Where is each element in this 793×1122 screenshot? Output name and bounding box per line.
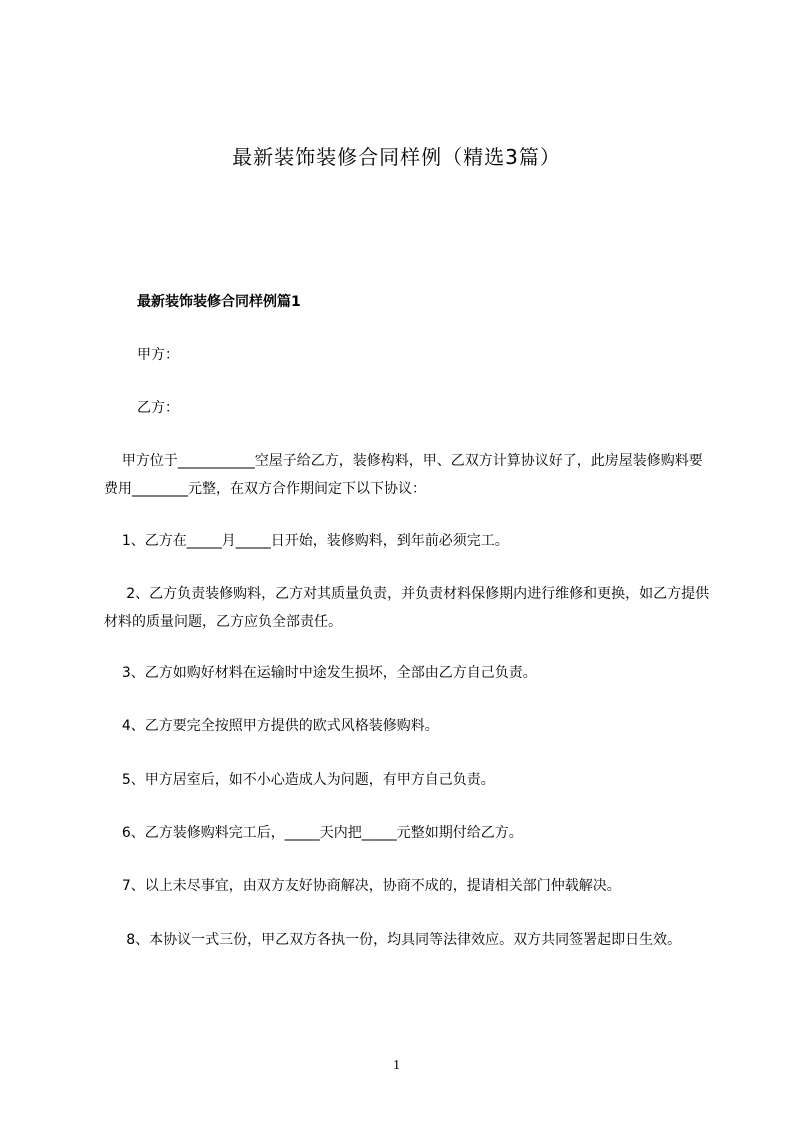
clause-7: 7、以上未尽事宜，由双方友好协商解决，协商不成的，提请相关部门仲载解决。 — [104, 878, 621, 894]
clause-6: 6、乙方装修购料完工后，_____天内把_____元整如期付给乙方。 — [104, 825, 523, 841]
clause-2: 2、乙方负责装修购料，乙方对其质量负责，并负责材料保修期内进行维修和更换，如乙方提供材料的质量问题，乙方应负全部责任。 — [104, 586, 710, 630]
clause-8: 8、本协议一式三份，甲乙双方各执一份，均具同等法律效应。双方共同签署起即日生效。 — [104, 932, 682, 948]
clause-4: 4、乙方要完全按照甲方提供的欧式风格装修购料。 — [104, 718, 439, 734]
party-b-label: 乙方： — [137, 400, 179, 416]
intro-paragraph: 甲方位于___________空屋子给乙方，装修构料，甲、乙双方计算协议好了，此房屋装修购料要费用________元整，在双方合作期间定下以下协议： — [104, 453, 703, 497]
section-heading: 最新装饰装修合同样例篇1 — [137, 294, 301, 310]
clause-5: 5、甲方居室后，如不小心造成人为问题，有甲方自己负责。 — [104, 772, 495, 788]
page-number: 1 — [393, 1058, 400, 1073]
clause-1: 1、乙方在_____月_____日开始，装修购料，到年前必须完工。 — [104, 533, 509, 549]
party-a-label: 甲方： — [137, 347, 179, 363]
clause-3: 3、乙方如购好材料在运输时中途发生损坏，全部由乙方自己负责。 — [104, 665, 537, 681]
document-title: 最新装饰装修合同样例（精选3篇） — [232, 145, 561, 169]
